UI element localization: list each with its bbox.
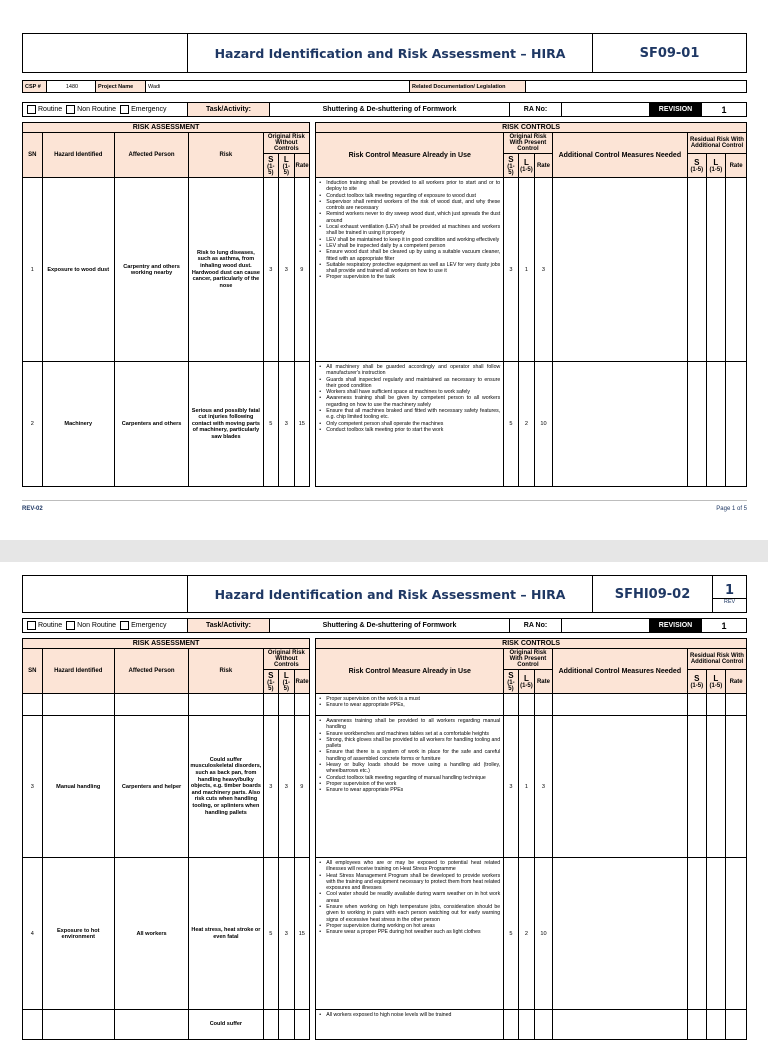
task-row <box>22 102 747 117</box>
rate-cell: 9 <box>294 716 310 858</box>
hazard-cell: Manual handling <box>42 716 114 858</box>
residual-likelihood-cell <box>706 362 726 487</box>
control-measures-cell <box>316 1010 504 1040</box>
l-header: L (1-5) <box>706 154 726 178</box>
risk-cell: Could suffer musculoskeletal disorders, such as back pan, from handling heavy/bulky objects, e.g. timber boards and machinery parts. Also risk cuts when handling tooling, or splinters when handling pallets <box>189 716 263 858</box>
control-measure-item: • Awareness training shall be given by competent person to all workers regarding on how to use the machinery safely <box>319 395 500 408</box>
residual-rate-cell <box>726 716 747 858</box>
residual-rate-cell <box>726 858 747 1010</box>
present-rate-cell: 10 <box>535 362 553 487</box>
l-header: L (1-5) <box>518 154 535 178</box>
present-severity-cell: 5 <box>504 858 518 1010</box>
control-measure-item: • Proper supervision of the work <box>319 781 500 787</box>
risk-header: Risk <box>189 133 263 178</box>
original-risk-header: Original Risk Without Controls <box>263 649 310 670</box>
ra-no-value <box>562 103 650 116</box>
affected-header: Affected Person <box>114 649 188 694</box>
original-present-header: Original Risk With Present Control <box>504 649 553 670</box>
control-measure-item: • All employees who are or may be exposed to potential heat related illnesses will receive training on Heat Stress Programme <box>319 860 500 873</box>
present-likelihood-cell: 1 <box>518 716 535 858</box>
additional-measures-cell <box>552 362 687 487</box>
task-label: Task/Activity: <box>188 103 270 116</box>
table-row <box>23 716 747 858</box>
residual-likelihood-cell <box>706 858 726 1010</box>
csp-value: 1480 <box>47 81 96 92</box>
control-measure-item: • Proper supervision during working on hot areas <box>319 923 500 929</box>
control-measure-item: • Local exhaust ventilation (LEV) shall be provided at machines and workers shall be trained in using it properly <box>319 224 500 237</box>
project-info-row <box>22 80 747 93</box>
ra-no-label: RA No: <box>510 103 562 116</box>
present-likelihood-cell: 2 <box>518 858 535 1010</box>
continuation-row <box>23 694 747 716</box>
control-measure-item: • Heavy or bulky loads should be move using a handling aid (trolley, wheelbarrows etc.) <box>319 762 500 775</box>
residual-likelihood-cell <box>706 716 726 858</box>
present-rate-cell <box>535 1010 553 1040</box>
hazard-cell: Exposure to hot environment <box>42 858 114 1010</box>
affected-person-cell <box>114 1010 188 1040</box>
risk-controls-heading: RISK CONTROLS <box>316 123 747 133</box>
original-risk-header: Original Risk Without Controls <box>263 133 310 154</box>
control-measures-cell <box>316 858 504 1010</box>
revision-value: 1 <box>721 104 727 115</box>
revision-caption: REV <box>713 598 746 605</box>
rate-header: Rate <box>726 154 747 178</box>
control-measures-cell <box>316 694 504 716</box>
sn-cell <box>23 1010 43 1040</box>
csp-label: CSP # <box>23 81 47 92</box>
table-row <box>23 1010 747 1040</box>
revision-label: REVISION <box>650 103 702 116</box>
routine-checkbox[interactable] <box>27 621 36 630</box>
hira-table-page-2 <box>22 638 747 1040</box>
sn-cell: 2 <box>23 362 43 487</box>
related-doc-value <box>526 81 746 92</box>
control-measure-item: • Suitable respiratory protective equipment as well as LEV for very dusty jobs shall provide and trained all workers on how to use it <box>319 262 500 275</box>
present-severity-cell: 3 <box>504 178 518 362</box>
present-rate-cell: 3 <box>535 716 553 858</box>
affected-person-cell: Carpenters and helper <box>114 716 188 858</box>
rate-header: Rate <box>535 154 553 178</box>
s-header: S (1-5) <box>504 670 518 694</box>
residual-likelihood-cell <box>706 178 726 362</box>
page-header <box>22 575 747 613</box>
document-page-2 <box>0 562 768 1028</box>
residual-risk-header: Residual Risk With Additional Control <box>687 133 746 154</box>
residual-severity-cell <box>687 178 706 362</box>
logo-area <box>23 576 188 612</box>
table-row <box>23 178 747 362</box>
control-measure-item: • Ensure wood dust shall be cleared up by using a suitable vacuum cleaner, fitted with an appropriate filter <box>319 249 500 262</box>
additional-measures-cell <box>552 716 687 858</box>
control-measure-item: • Ensure that all machines braked and fitted with necessary safety features, e.g. chip limited tooling etc. <box>319 408 500 421</box>
task-value: Shuttering & De-shuttering of Formwork <box>270 619 510 632</box>
rate-cell <box>294 1010 310 1040</box>
control-measure-item: • Only competent person shall operate the machines <box>319 421 500 427</box>
control-measure-item: • Ensure workbenches and machines tables set at a comfortable heights <box>319 731 500 737</box>
control-measure-item: • Heat Stress Management Program shall be developed to provide workers with the training and equipment necessary to protect them from heat related exposures and illnesses <box>319 873 500 892</box>
risk-cell: Risk to lung diseases, such as asthma, from inhaling wood dust. Hardwood dust can cause cancer, particularly of the nose <box>189 178 263 362</box>
risk-cell: Heat stress, heat stroke or even fatal <box>189 858 263 1010</box>
ra-no-value <box>562 619 650 632</box>
rate-cell: 9 <box>294 178 310 362</box>
affected-person-cell: Carpenters and others <box>114 362 188 487</box>
l-header: L (1-5) <box>706 670 726 694</box>
residual-risk-header: Residual Risk With Additional Control <box>687 649 746 670</box>
affected-person-cell: Carpentry and others working nearby <box>114 178 188 362</box>
residual-rate-cell <box>726 178 747 362</box>
hazard-cell: Exposure to wood dust <box>42 178 114 362</box>
logo-area <box>23 34 188 72</box>
residual-severity-cell <box>687 1010 706 1040</box>
task-value: Shuttering & De-shuttering of Formwork <box>270 103 510 116</box>
control-measure-item: • Cool water should be readily available during warm weather on in hot work areas <box>319 891 500 904</box>
control-measures-cell <box>316 178 504 362</box>
control-measure-item: • Workers shall have sufficient space at machines to work safely <box>319 389 500 395</box>
document-code: SF09-01 <box>639 45 700 61</box>
document-title: Hazard Identification and Risk Assessment – HIRA <box>188 576 593 612</box>
task-row <box>22 618 747 633</box>
control-measure-item: • Supervisor shall remind workers of the risk of wood dust, and why these controls are necessary <box>319 199 500 212</box>
rate-header: Rate <box>294 154 310 178</box>
control-measure-item: • Conduct toolbox talk meeting prior to start the work <box>319 427 500 433</box>
rate-cell: 15 <box>294 858 310 1010</box>
additional-measures-cell <box>552 178 687 362</box>
additional-measures-header: Additional Control Measures Needed <box>552 649 687 694</box>
page-header <box>22 33 747 73</box>
present-severity-cell <box>504 1010 518 1040</box>
hira-table-page-1 <box>22 122 747 487</box>
present-likelihood-cell: 2 <box>518 362 535 487</box>
affected-header: Affected Person <box>114 133 188 178</box>
control-measure-item: • Proper supervision to the task <box>319 274 500 280</box>
risk-cell: Serious and possibly fatal cut injuries following contact with moving parts of machinery, particularly saw blades <box>189 362 263 487</box>
sn-header: SN <box>23 133 43 178</box>
sn-cell: 4 <box>23 858 43 1010</box>
hazard-cell: Machinery <box>42 362 114 487</box>
likelihood-cell: 3 <box>279 362 294 487</box>
hazard-cell <box>42 1010 114 1040</box>
s-header: S (1-5) <box>687 670 706 694</box>
rate-header: Rate <box>535 670 553 694</box>
control-measure-item: • LEV shall be maintained to keep it in good condition and working effectively <box>319 237 500 243</box>
control-measures-cell <box>316 362 504 487</box>
present-rate-cell: 10 <box>535 858 553 1010</box>
revision-value: 1 <box>721 620 727 631</box>
rate-cell: 15 <box>294 362 310 487</box>
rate-header: Rate <box>726 670 747 694</box>
hazard-header: Hazard Identified <box>42 133 114 178</box>
sn-cell: 1 <box>23 178 43 362</box>
risk-header: Risk <box>189 649 263 694</box>
s-header: S (1-5) <box>687 154 706 178</box>
present-severity-cell: 5 <box>504 362 518 487</box>
table-row <box>23 858 747 1010</box>
s-header: S (1-5) <box>263 154 278 178</box>
footer-revision: REV-02 <box>22 506 43 512</box>
hazard-header: Hazard Identified <box>42 649 114 694</box>
affected-person-cell: All workers <box>114 858 188 1010</box>
control-measure-item: • Guards shall inspected regularly and maintained as necessary to ensure their good condition <box>319 377 500 390</box>
control-measure-item: • Remind workers never to dry sweep wood dust, which just spreads the dust around <box>319 211 500 224</box>
control-measure-item: • Conduct toolbox talk meeting regarding of manual handling technique <box>319 775 500 781</box>
residual-severity-cell <box>687 716 706 858</box>
document-code: SFHI09-02 <box>614 586 691 602</box>
likelihood-cell: 3 <box>279 716 294 858</box>
routine-label: Routine <box>38 622 63 629</box>
project-name-value: Wadi <box>146 81 410 92</box>
risk-assessment-heading: RISK ASSESSMENT <box>23 123 310 133</box>
sn-header: SN <box>23 649 43 694</box>
residual-severity-cell <box>687 858 706 1010</box>
emergency-checkbox[interactable] <box>120 621 129 630</box>
control-measure-item: • Ensure wear a proper PPE during hot weather such as light clothes <box>319 929 500 935</box>
control-measure-header: Risk Control Measure Already in Use <box>316 133 504 178</box>
document-title: Hazard Identification and Risk Assessment – HIRA <box>188 34 593 72</box>
present-rate-cell: 3 <box>535 178 553 362</box>
residual-severity-cell <box>687 362 706 487</box>
present-severity-cell: 3 <box>504 716 518 858</box>
s-header: S (1-5) <box>263 670 278 694</box>
related-doc-label: Related Documentation/ Legislation <box>410 81 526 92</box>
control-measure-item: • Awareness training shall be provided to all workers regarding manual handling <box>319 718 500 731</box>
control-measure-item: • All machinery shall be guarded accordingly and operator shall follow manufacturer's instruction <box>319 364 500 377</box>
control-measure-item: • Ensure to wear appropriate PPEs, <box>319 702 500 708</box>
control-measure-header: Risk Control Measure Already in Use <box>316 649 504 694</box>
additional-measures-cell <box>552 858 687 1010</box>
original-present-header: Original Risk With Present Control <box>504 133 553 154</box>
page-gap <box>0 540 768 562</box>
present-likelihood-cell: 1 <box>518 178 535 362</box>
severity-cell <box>263 1010 278 1040</box>
non-routine-checkbox[interactable] <box>66 105 75 114</box>
control-measure-item: • Strong, thick gloves shall be provided to all workers for handling tooling and pallets <box>319 737 500 750</box>
risk-cell: Could suffer <box>189 1010 263 1040</box>
control-measure-item: • Ensure when working on high temperature jobs, consideration should be given to working in pairs with each person watching out for early warning signs of excessive heat stress in the other person <box>319 904 500 923</box>
task-label: Task/Activity: <box>188 619 270 632</box>
residual-likelihood-cell <box>706 1010 726 1040</box>
control-measures-cell <box>316 716 504 858</box>
control-measure-item: • All workers exposed to high noise levels will be trained <box>319 1012 500 1018</box>
control-measure-item: • Ensure that there is a system of work in place for the safe and careful handling of assembled concrete forms or furniture <box>319 749 500 762</box>
additional-measures-cell <box>552 1010 687 1040</box>
footer-rule <box>22 500 747 501</box>
non-routine-checkbox[interactable] <box>66 621 75 630</box>
l-header: L (1-5) <box>518 670 535 694</box>
additional-measures-header: Additional Control Measures Needed <box>552 133 687 178</box>
control-measure-item: • Ensure to wear appropriate PPEs <box>319 787 500 793</box>
severity-cell: 3 <box>263 716 278 858</box>
emergency-label: Emergency <box>131 106 167 113</box>
likelihood-cell: 3 <box>279 858 294 1010</box>
routine-checkbox[interactable] <box>27 105 36 114</box>
table-row <box>23 362 747 487</box>
control-measure-item: • Conduct toolbox talk meeting regarding of exposure to wood dust <box>319 193 500 199</box>
residual-rate-cell <box>726 362 747 487</box>
severity-cell: 5 <box>263 858 278 1010</box>
risk-assessment-heading: RISK ASSESSMENT <box>23 639 310 649</box>
rate-header: Rate <box>294 670 310 694</box>
residual-rate-cell <box>726 1010 747 1040</box>
emergency-label: Emergency <box>131 622 167 629</box>
routine-label: Routine <box>38 106 63 113</box>
l-header: L (1-5) <box>279 154 294 178</box>
likelihood-cell: 3 <box>279 178 294 362</box>
control-measure-item: • Proper supervision on the work is a must <box>319 696 500 702</box>
project-name-label: Project Name <box>96 81 146 92</box>
severity-cell: 3 <box>263 178 278 362</box>
revision-label: REVISION <box>650 619 702 632</box>
ra-no-label: RA No: <box>510 619 562 632</box>
revision-number: 1 <box>724 583 735 598</box>
revision-box <box>712 576 746 612</box>
footer-page-number: Page 1 of 5 <box>716 506 747 512</box>
present-likelihood-cell <box>518 1010 535 1040</box>
likelihood-cell <box>279 1010 294 1040</box>
s-header: S (1-5) <box>504 154 518 178</box>
sn-cell: 3 <box>23 716 43 858</box>
l-header: L (1-5) <box>279 670 294 694</box>
non-routine-label: Non Routine <box>77 622 117 629</box>
non-routine-label: Non Routine <box>77 106 117 113</box>
control-measure-item: • LEV shall be inspected daily by a competent person <box>319 243 500 249</box>
severity-cell: 5 <box>263 362 278 487</box>
control-measure-item: • Induction training shall be provided to all workers prior to start and or to deploy to site <box>319 180 500 193</box>
risk-controls-heading: RISK CONTROLS <box>316 639 747 649</box>
emergency-checkbox[interactable] <box>120 105 129 114</box>
